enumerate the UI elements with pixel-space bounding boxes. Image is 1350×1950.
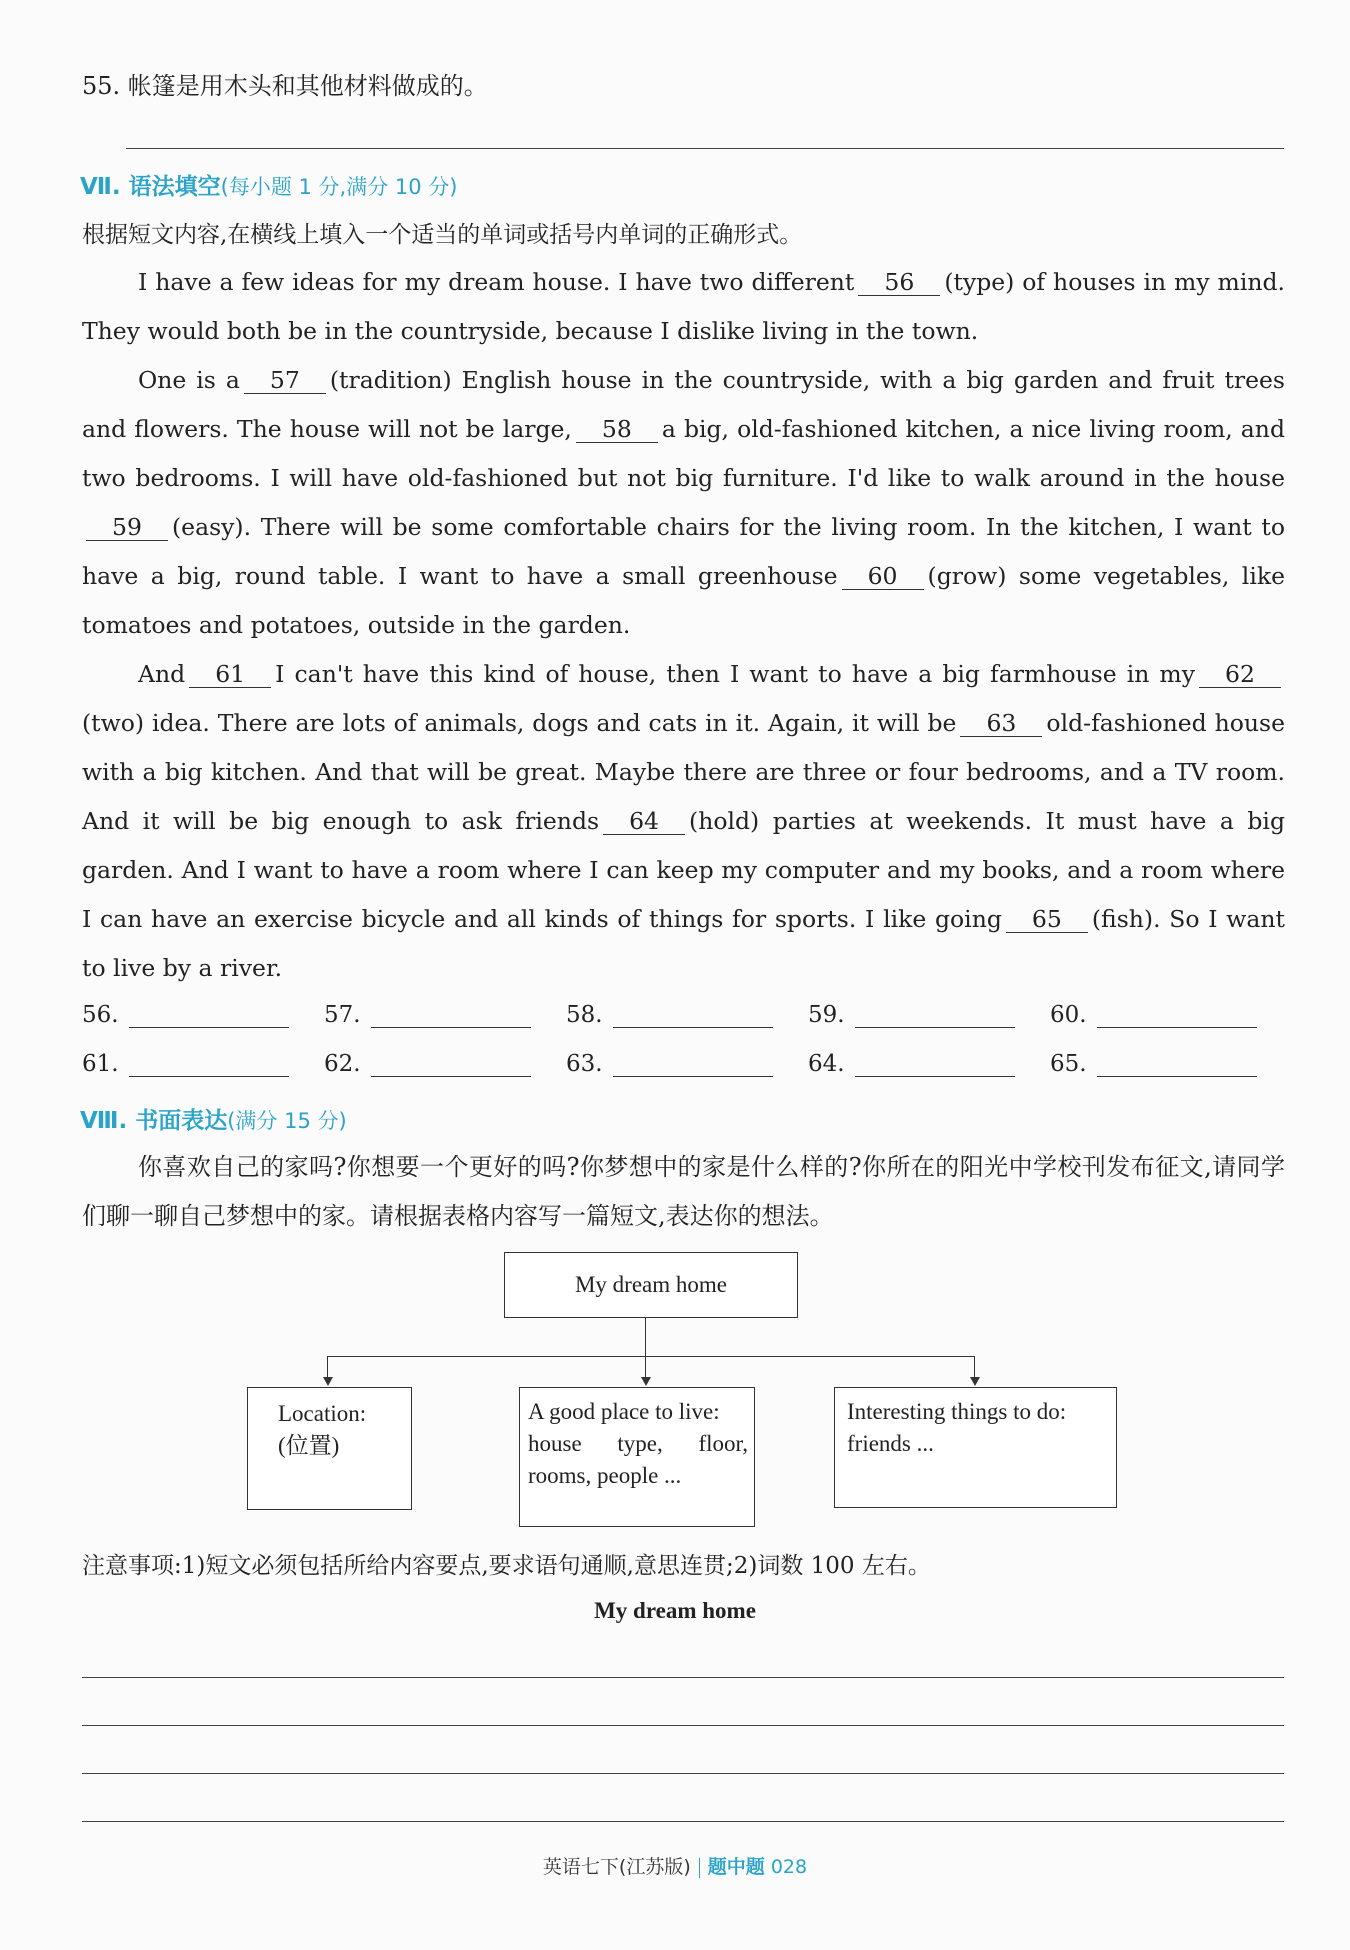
diagram-connector	[645, 1318, 646, 1356]
passage-paragraph-1	[82, 258, 1285, 356]
writing-line[interactable]	[82, 1773, 1284, 1774]
passage-text: I have a few ideas for my dream house. I have two different	[138, 268, 855, 296]
footer-divider	[699, 1858, 700, 1878]
diagram-box-title: Location:	[278, 1401, 367, 1426]
passage-text: I can't have this kind of house, then I want to have a big farmhouse in my	[275, 660, 1195, 688]
answer-label: 59.	[808, 1002, 845, 1028]
diagram-box-body: (位置)	[278, 1433, 340, 1458]
answer-line[interactable]	[855, 1052, 1015, 1077]
writing-line[interactable]	[82, 1821, 1284, 1822]
answer-slot-56[interactable]	[82, 1002, 289, 1028]
diagram-root-label: My dream home	[574, 1272, 727, 1297]
diagram-connector	[974, 1356, 975, 1377]
passage-text: (hold) parties at weekends. It must have a big garden. And I want to have a room where I can keep my computer and my books, and a room where I can have an exercise bicycle and all kinds of things for sports. I like going	[82, 807, 1285, 933]
answer-slot-62[interactable]	[324, 1051, 531, 1077]
answer-line[interactable]	[1097, 1052, 1257, 1077]
section-8-title: Ⅷ. 书面表达	[80, 1108, 228, 1134]
section-7-title: Ⅶ. 语法填空	[80, 174, 221, 200]
passage-text: One is a	[138, 366, 240, 394]
writing-line[interactable]	[82, 1725, 1284, 1726]
essay-title: My dream home	[594, 1598, 756, 1623]
answer-label: 62.	[324, 1051, 361, 1077]
answer-label: 65.	[1050, 1051, 1087, 1077]
diagram-connector	[645, 1356, 646, 1377]
answer-slot-64[interactable]	[808, 1051, 1015, 1077]
answer-slot-61[interactable]	[82, 1051, 289, 1077]
answer-line-55[interactable]	[126, 148, 1284, 149]
passage-text: (two) idea. There are lots of animals, dogs and cats in it. Again, it will be	[82, 709, 957, 737]
answer-line[interactable]	[1097, 1003, 1257, 1028]
answer-label: 61.	[82, 1051, 119, 1077]
page-footer	[0, 1852, 1350, 1879]
answer-label: 57.	[324, 1002, 361, 1028]
section-7-heading	[80, 168, 457, 201]
blank-59: 59	[86, 514, 168, 541]
blank-58: 58	[576, 416, 658, 443]
answer-label: 63.	[566, 1051, 603, 1077]
diagram-box-body: friends ...	[847, 1431, 934, 1456]
blank-56: 56	[858, 269, 940, 296]
answer-line[interactable]	[613, 1003, 773, 1028]
passage-paragraph-3	[82, 650, 1285, 993]
answer-line[interactable]	[613, 1052, 773, 1077]
blank-64: 64	[603, 808, 685, 835]
diagram-connector	[327, 1356, 328, 1377]
answer-line[interactable]	[129, 1003, 289, 1028]
blank-65: 65	[1006, 906, 1088, 933]
section-8-score-note: (满分 15 分)	[227, 1109, 347, 1133]
diagram-root-box	[504, 1252, 798, 1318]
answer-label: 64.	[808, 1051, 845, 1077]
writing-line[interactable]	[82, 1677, 1284, 1678]
passage-paragraph-2	[82, 356, 1285, 650]
answer-slot-57[interactable]	[324, 1002, 531, 1028]
arrow-down-icon	[323, 1377, 333, 1386]
diagram-box-title: A good place to live:	[528, 1399, 720, 1424]
diagram-box-title: Interesting things to do:	[847, 1399, 1067, 1424]
answer-label: 60.	[1050, 1002, 1087, 1028]
blank-61: 61	[189, 661, 271, 688]
question-55: 55. 帐篷是用木头和其他材料做成的。	[82, 72, 488, 100]
diagram-box-location	[247, 1387, 412, 1510]
answer-label: 56.	[82, 1002, 119, 1028]
blank-63: 63	[960, 710, 1042, 737]
footer-brand: 题中题	[707, 1856, 765, 1878]
passage-text: And	[138, 660, 186, 688]
section-7-instruction: 根据短文内容,在横线上填入一个适当的单词或括号内单词的正确形式。	[82, 222, 803, 248]
answer-slot-58[interactable]	[566, 1002, 773, 1028]
passage-text: old-fashioned house with a big kitchen. And that will be great. Maybe there are three or four bedrooms, and a TV room. And it will be big enough to ask friends	[82, 709, 1286, 835]
section-7-score-note: (每小题 1 分,满分 10 分)	[220, 175, 458, 199]
answer-line[interactable]	[371, 1052, 531, 1077]
passage-text: a big, old-fashioned kitchen, a nice living room, and two bedrooms. I will have old-fashioned but not big furniture. I'd like to walk around in the house	[82, 415, 1285, 492]
diagram-box-interesting-things	[834, 1387, 1117, 1508]
footer-book-title: 英语七下(江苏版)	[542, 1856, 691, 1878]
answer-label: 58.	[566, 1002, 603, 1028]
answer-slot-63[interactable]	[566, 1051, 773, 1077]
passage-text: (grow) some vegetables, like tomatoes and potatoes, outside in the garden.	[82, 562, 1285, 639]
writing-notes: 注意事项:1)短文必须包括所给内容要点,要求语句通顺,意思连贯;2)词数 100 左右。	[82, 1553, 931, 1579]
blank-62: 62	[1199, 661, 1281, 688]
passage-text: (type) of houses in my mind. They would both be in the countryside, because I dislike living in the town.	[82, 268, 1285, 345]
arrow-down-icon	[970, 1377, 980, 1386]
answer-slot-60[interactable]	[1050, 1002, 1257, 1028]
answer-line[interactable]	[371, 1003, 531, 1028]
passage-text: (tradition) English house in the countryside, with a big garden and fruit trees and flowers. The house will not be large,	[82, 366, 1285, 443]
diagram-box-body: house type, floor, rooms, people ...	[528, 1431, 748, 1488]
answer-slot-59[interactable]	[808, 1002, 1015, 1028]
page-number: 028	[770, 1856, 808, 1878]
blank-60: 60	[842, 563, 924, 590]
writing-prompt: 你喜欢自己的家吗?你想要一个更好的吗?你梦想中的家是什么样的?你所在的阳光中学校刊发布征文,请同学们聊一聊自己梦想中的家。请根据表格内容写一篇短文,表达你的想法。	[82, 1153, 1285, 1230]
diagram-connector	[327, 1356, 975, 1357]
passage-text: (easy). There will be some comfortable chairs for the living room. In the kitchen, I want to have a big, round table. I want to have a small greenhouse	[82, 513, 1285, 590]
diagram-box-good-place	[519, 1387, 755, 1527]
answer-line[interactable]	[129, 1052, 289, 1077]
section-8-heading	[80, 1102, 347, 1135]
passage-text: (fish). So I want to live by a river.	[82, 905, 1285, 982]
answer-line[interactable]	[855, 1003, 1015, 1028]
arrow-down-icon	[641, 1377, 651, 1386]
blank-57: 57	[244, 367, 326, 394]
answer-slot-65[interactable]	[1050, 1051, 1257, 1077]
